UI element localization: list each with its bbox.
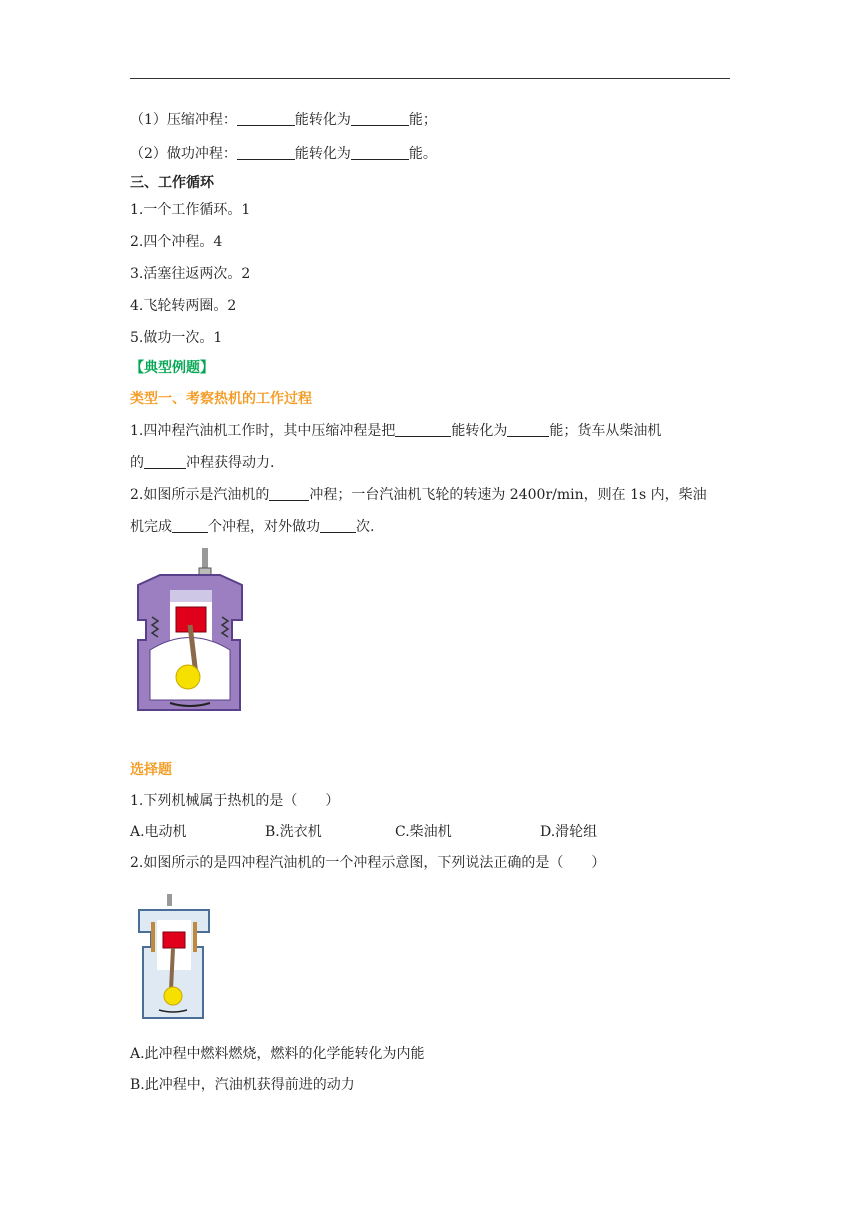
fill-line-power: （2）做功冲程： 能转化为 能。 (130, 146, 437, 162)
piston (163, 932, 185, 948)
choice-question-1: 1.下列机械属于热机的是（ ） (130, 793, 340, 809)
fill-line-compression: （1）压缩冲程： 能转化为 能； (130, 112, 437, 128)
connecting-rod (171, 948, 173, 990)
question-1-line-1: 1.四冲程汽油机工作时，其中压缩冲程是把 能转化为 能；货车从柴油机 (130, 423, 662, 439)
question-1-line-2: 的 冲程获得动力. (130, 455, 275, 471)
section-heading-cycle: 三、工作循环 (130, 175, 214, 191)
blank[interactable] (237, 111, 295, 126)
blank[interactable] (269, 486, 309, 501)
flywheel (164, 987, 182, 1005)
question-2-line-1: 2.如图所示是汽油机的 冲程；一台汽油机飞轮的转速为 2400r/min，则在 1s 内，柴油 (130, 487, 707, 503)
blank[interactable] (237, 145, 295, 160)
blank[interactable] (144, 454, 186, 469)
list-item: 5.做功一次。1 (130, 330, 223, 346)
question-2-line-2: 机完成 个冲程，对外做功 次. (130, 519, 375, 535)
option-a[interactable]: A.此冲程中燃料燃烧，燃料的化学能转化为内能 (130, 1046, 425, 1062)
choice-question-2: 2.如图所示的是四冲程汽油机的一个冲程示意图，下列说法正确的是（ ） (130, 855, 606, 871)
examples-heading: 【典型例题】 (130, 360, 214, 376)
list-item: 1.一个工作循环。1 (130, 202, 251, 218)
blank[interactable] (507, 422, 549, 437)
blank[interactable] (172, 518, 208, 533)
list-item: 3.活塞往返两次。2 (130, 266, 251, 282)
blank[interactable] (351, 111, 409, 126)
engine-diagram-1 (130, 545, 250, 715)
blank[interactable] (351, 145, 409, 160)
option-b[interactable]: B.此冲程中，汽油机获得前进的动力 (130, 1077, 355, 1093)
blank[interactable] (395, 422, 451, 437)
option-d[interactable]: D.滑轮组 (540, 824, 598, 840)
blank[interactable] (320, 518, 356, 533)
flywheel (176, 665, 200, 689)
spark-plug (167, 894, 172, 906)
option-c[interactable]: C.柴油机 (395, 824, 452, 840)
list-item: 4.飞轮转两圈。2 (130, 298, 237, 314)
choice-heading: 选择题 (130, 762, 172, 778)
option-a[interactable]: A.电动机 (130, 824, 187, 840)
spark-plug (202, 548, 208, 568)
list-item: 2.四个冲程。4 (130, 234, 223, 250)
type-heading: 类型一、考察热机的工作过程 (130, 391, 312, 407)
header-rule (130, 78, 730, 79)
option-b[interactable]: B.洗衣机 (265, 824, 322, 840)
engine-diagram-2 (135, 892, 215, 1022)
